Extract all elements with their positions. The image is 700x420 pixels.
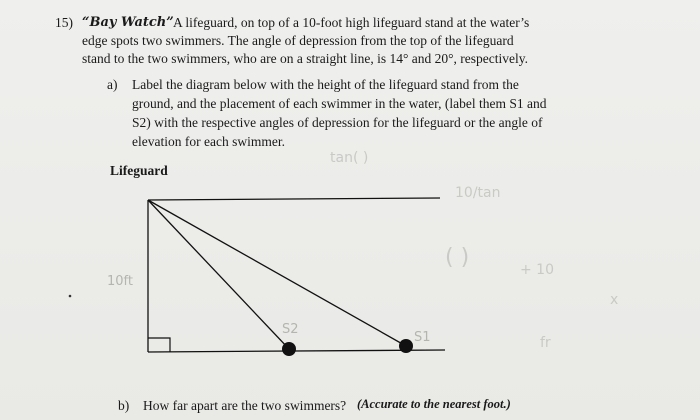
part-b-label: b) (118, 398, 130, 413)
sight-line-s2 (148, 200, 289, 349)
s2-annotation: S2 (282, 322, 299, 337)
swimmer-s2-dot (282, 342, 296, 356)
right-angle-marker (148, 338, 170, 352)
ground-line (148, 350, 445, 352)
stray-dot (69, 295, 72, 298)
horizontal-sight-line (148, 198, 440, 200)
s1-annotation: S1 (414, 330, 431, 345)
lifeguard-label: Lifeguard (110, 163, 168, 178)
bleed-through-mark: tan( ) (330, 150, 369, 166)
problem-text-line: A lifeguard, on top of a 10-foot high lifeguard stand at the water’s (173, 15, 530, 30)
sight-line-s1 (148, 200, 406, 346)
bleed-through-mark: + 10 (520, 262, 554, 278)
bleed-through-mark: fr (540, 335, 551, 351)
problem-text-line: stand to the two swimmers, who are on a straight line, is 14° and 20°, respectively. (82, 51, 528, 66)
problem-number: 15) (55, 15, 73, 30)
swimmer-s1-dot (399, 339, 413, 353)
bleed-through-mark: ( ) (445, 245, 470, 270)
height-annotation: 10ft (107, 274, 133, 289)
part-a-text-line: S2) with the respective angles of depression for the lifeguard or the angle of (132, 115, 543, 130)
part-b-question: How far apart are the two swimmers? (143, 398, 347, 413)
part-a-label: a) (107, 77, 118, 92)
part-a-text-line: ground, and the placement of each swimmer in the water, (label them S1 and (132, 96, 547, 111)
part-a-text-line: Label the diagram below with the height of the lifeguard stand from the (132, 77, 519, 92)
problem-text-line: edge spots two swimmers. The angle of depression from the top of the lifeguard (82, 33, 514, 48)
problem-title: “Bay Watch” (82, 15, 174, 30)
bleed-through-mark: 10/tan (455, 185, 501, 201)
part-b-note: (Accurate to the nearest foot.) (357, 397, 511, 411)
bleed-through-mark: x (610, 292, 619, 308)
part-a-text-line: elevation for each swimmer. (132, 134, 285, 149)
